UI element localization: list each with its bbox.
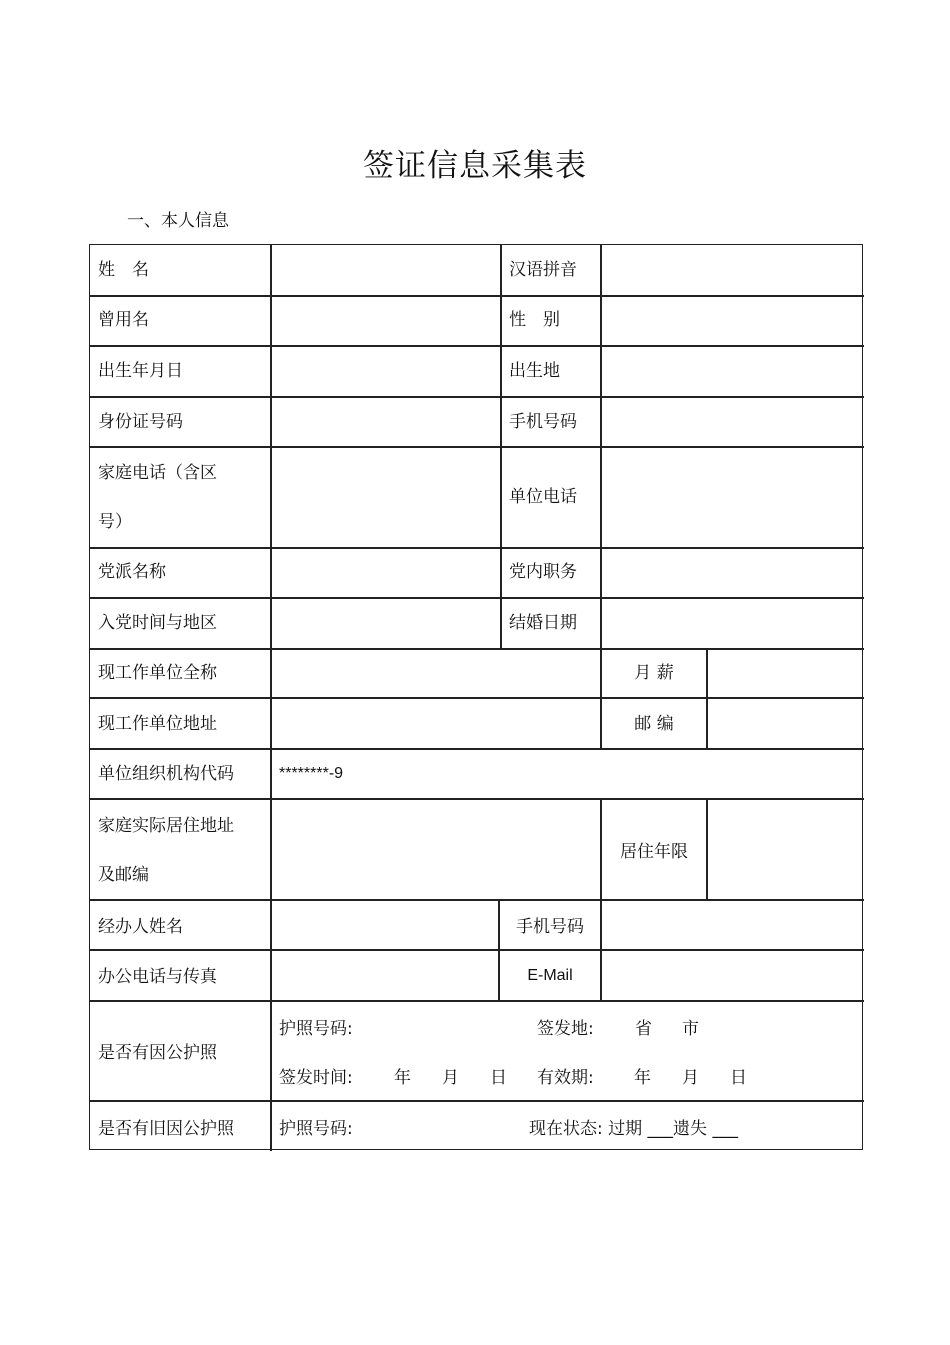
label-home-address: 家庭实际居住地址 xyxy=(98,816,234,836)
label-home-address-cont: 及邮编 xyxy=(98,865,149,885)
visa-info-form xyxy=(89,244,863,1150)
label-office-phone-fax: 办公电话与传真 xyxy=(98,967,217,987)
org-code-value[interactable]: ********-9 xyxy=(279,765,344,782)
label-org-code: 单位组织机构代码 xyxy=(98,764,234,784)
label-mobile: 手机号码 xyxy=(509,412,577,432)
old-passport-no-field[interactable] xyxy=(360,1109,520,1141)
label-birth-date: 出生年月日 xyxy=(98,361,183,381)
salary-field[interactable] xyxy=(708,650,862,696)
label-validity-year: 年 xyxy=(634,1068,651,1088)
office-phone-fax-field[interactable] xyxy=(272,951,497,999)
label-postcode: 邮 编 xyxy=(634,714,674,734)
label-validity-day: 日 xyxy=(730,1068,747,1088)
party-name-field[interactable] xyxy=(272,549,499,596)
employer-address-field[interactable] xyxy=(272,699,599,747)
label-province: 省 xyxy=(635,1019,652,1039)
pinyin-field[interactable] xyxy=(602,247,862,294)
label-has-old-passport: 是否有旧因公护照 xyxy=(98,1119,234,1139)
home-phone-field[interactable] xyxy=(272,448,499,546)
label-join-party: 入党时间与地区 xyxy=(98,613,217,633)
handler-mobile-field[interactable] xyxy=(602,901,862,948)
label-name: 姓 名 xyxy=(98,260,149,280)
label-residence-years: 居住年限 xyxy=(620,842,688,862)
birth-place-field[interactable] xyxy=(602,347,862,395)
row-divider xyxy=(90,1000,864,1002)
birth-date-field[interactable] xyxy=(272,347,499,395)
label-issue-place: 签发地: xyxy=(537,1019,594,1039)
label-issue-day: 日 xyxy=(490,1068,507,1088)
label-validity-month: 月 xyxy=(682,1068,699,1088)
label-work-phone: 单位电话 xyxy=(509,487,577,507)
marriage-date-field[interactable] xyxy=(602,599,862,647)
party-post-field[interactable] xyxy=(602,549,862,596)
home-address-field[interactable] xyxy=(272,800,599,898)
label-employer-address: 现工作单位地址 xyxy=(98,714,217,734)
email-field[interactable] xyxy=(602,951,862,999)
label-old-passport-no: 护照号码: xyxy=(279,1119,353,1139)
label-issue-month: 月 xyxy=(442,1068,459,1088)
label-gender: 性 别 xyxy=(509,310,560,330)
row-divider xyxy=(90,748,864,750)
section-heading: 一、本人信息 xyxy=(127,211,229,231)
passport-status[interactable]: 现在状态: 过期 ___遗失 ___ xyxy=(529,1119,738,1139)
label-id-number: 身份证号码 xyxy=(98,412,183,432)
label-email: E-Mail xyxy=(527,967,573,984)
label-employer-name: 现工作单位全称 xyxy=(98,663,217,683)
label-party-name: 党派名称 xyxy=(98,562,166,582)
join-party-field[interactable] xyxy=(272,599,499,647)
label-party-post: 党内职务 xyxy=(509,562,577,582)
employer-name-field[interactable] xyxy=(272,650,599,696)
label-issue-year: 年 xyxy=(394,1068,411,1088)
row-divider xyxy=(90,1100,864,1102)
column-divider xyxy=(500,245,502,648)
label-issue-date: 签发时间: xyxy=(279,1068,353,1088)
mobile-field[interactable] xyxy=(602,398,862,445)
postcode-field[interactable] xyxy=(708,699,862,747)
page-title: 签证信息采集表 xyxy=(363,148,587,184)
id-number-field[interactable] xyxy=(272,398,499,445)
label-birth-place: 出生地 xyxy=(509,361,560,381)
label-passport-no: 护照号码: xyxy=(279,1019,353,1039)
label-home-phone: 家庭电话（含区 xyxy=(98,463,217,483)
label-pinyin: 汉语拼音 xyxy=(509,260,577,280)
label-city: 市 xyxy=(682,1019,699,1039)
label-marriage-date: 结婚日期 xyxy=(509,613,577,633)
former-name-field[interactable] xyxy=(272,297,499,344)
label-has-official-passport: 是否有因公护照 xyxy=(98,1043,217,1063)
label-validity: 有效期: xyxy=(537,1068,594,1088)
label-former-name: 曾用名 xyxy=(98,310,149,330)
label-salary: 月 薪 xyxy=(634,663,674,683)
handler-name-field[interactable] xyxy=(272,901,497,948)
label-handler-mobile: 手机号码 xyxy=(516,917,584,937)
label-handler-name: 经办人姓名 xyxy=(98,917,183,937)
work-phone-field[interactable] xyxy=(602,448,862,546)
residence-years-field[interactable] xyxy=(708,800,862,898)
gender-field[interactable] xyxy=(602,297,862,344)
name-field[interactable] xyxy=(272,247,499,294)
label-home-phone-cont: 号） xyxy=(98,512,132,532)
passport-no-field[interactable] xyxy=(360,1011,530,1043)
